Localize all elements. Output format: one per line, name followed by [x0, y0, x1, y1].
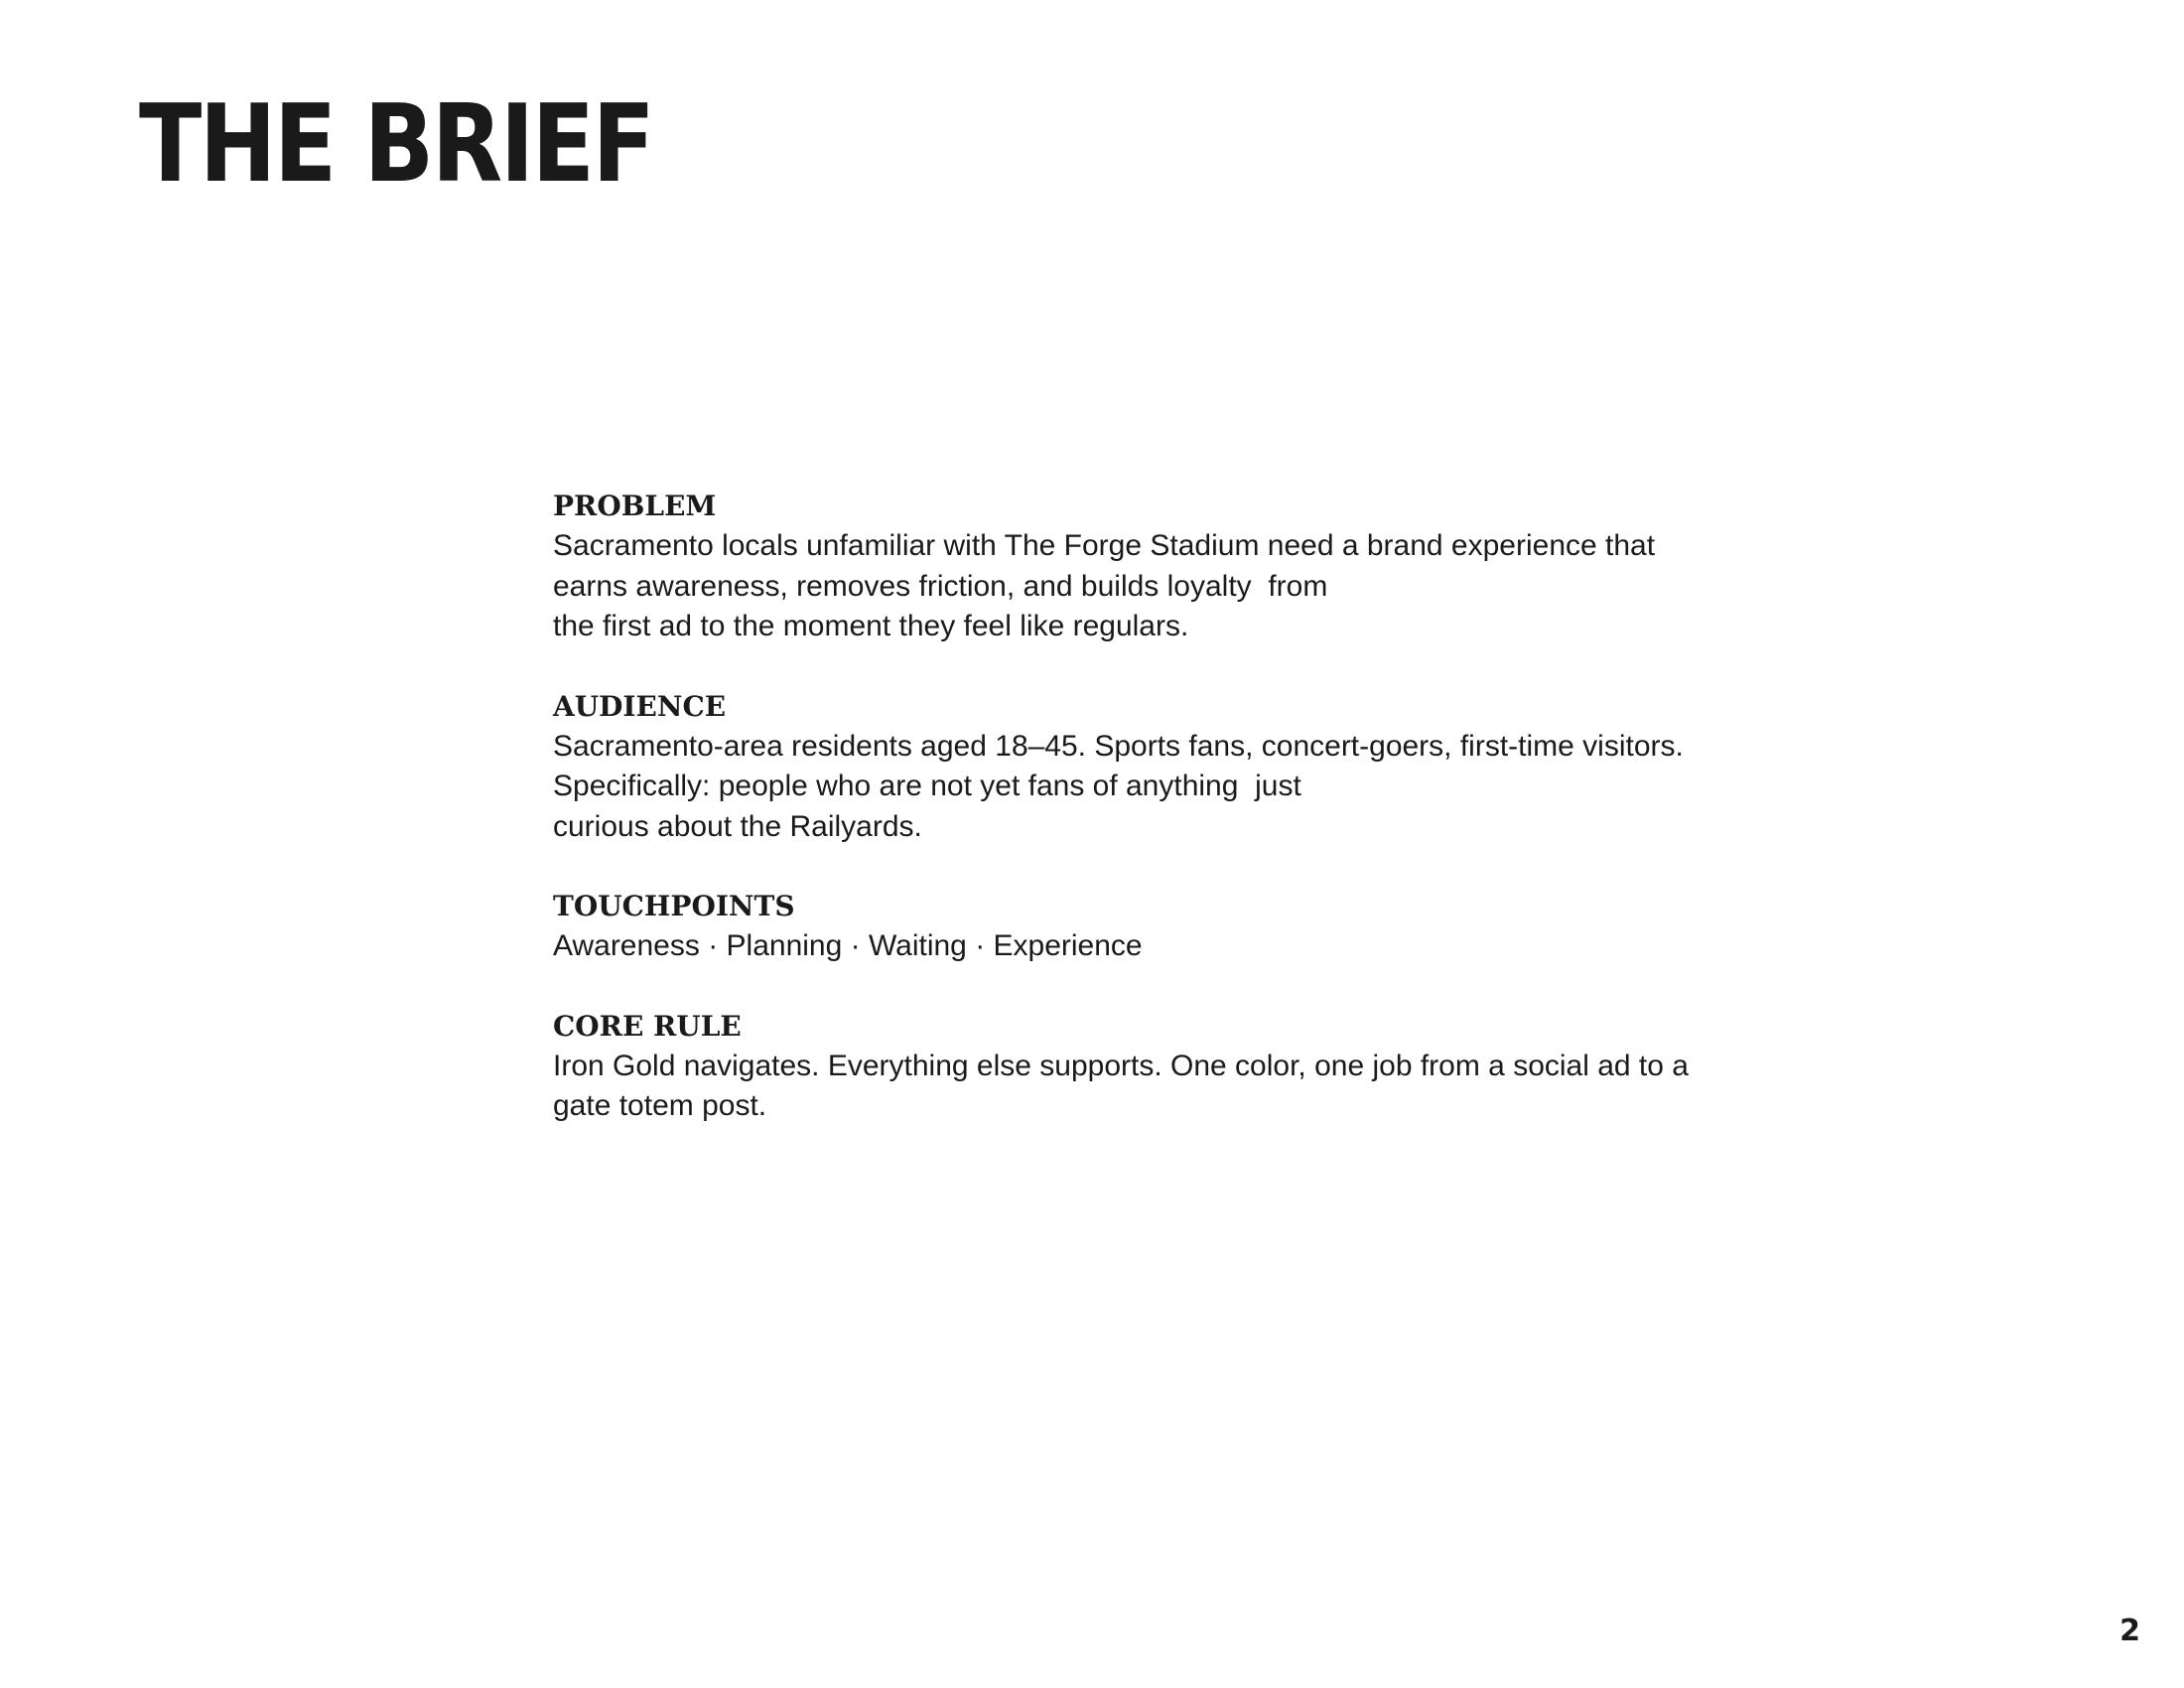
body-line: Sacramento locals unfamiliar with The Forge Stadium need a brand experience that [553, 529, 1656, 562]
section-audience [553, 687, 1744, 848]
section-heading: PROBLEM [553, 490, 717, 522]
page-title: THE BRIEF [139, 82, 653, 207]
body-line: earns awareness, removes friction, and builds loyalty from [553, 569, 1328, 603]
section-problem [553, 487, 1744, 647]
section-heading: TOUCHPOINTS [553, 890, 795, 922]
body-line: Sacramento-area residents aged 18–45. Sports fans, concert-goers, first-time visitors. [553, 729, 1684, 763]
body-line: Awareness · Planning · Waiting · Experience [553, 929, 1143, 962]
body-line: Specifically: people who are not yet fans of anything just [553, 770, 1301, 802]
body-line: gate totem post. [553, 1089, 767, 1122]
section-core-rule [553, 1007, 1744, 1127]
body-line: Iron Gold navigates. Everything else supports. One color, one job from a social ad to a [553, 1049, 1689, 1082]
section-heading: CORE RULE [553, 1009, 742, 1043]
section-touchpoints [553, 887, 1744, 967]
page-number: 2 [2119, 1614, 2140, 1648]
section-heading: AUDIENCE [553, 689, 727, 723]
body-line: the first ad to the moment they feel like regulars. [553, 610, 1189, 642]
body-line: curious about the Railyards. [553, 809, 922, 843]
brief-content [553, 487, 1744, 1167]
